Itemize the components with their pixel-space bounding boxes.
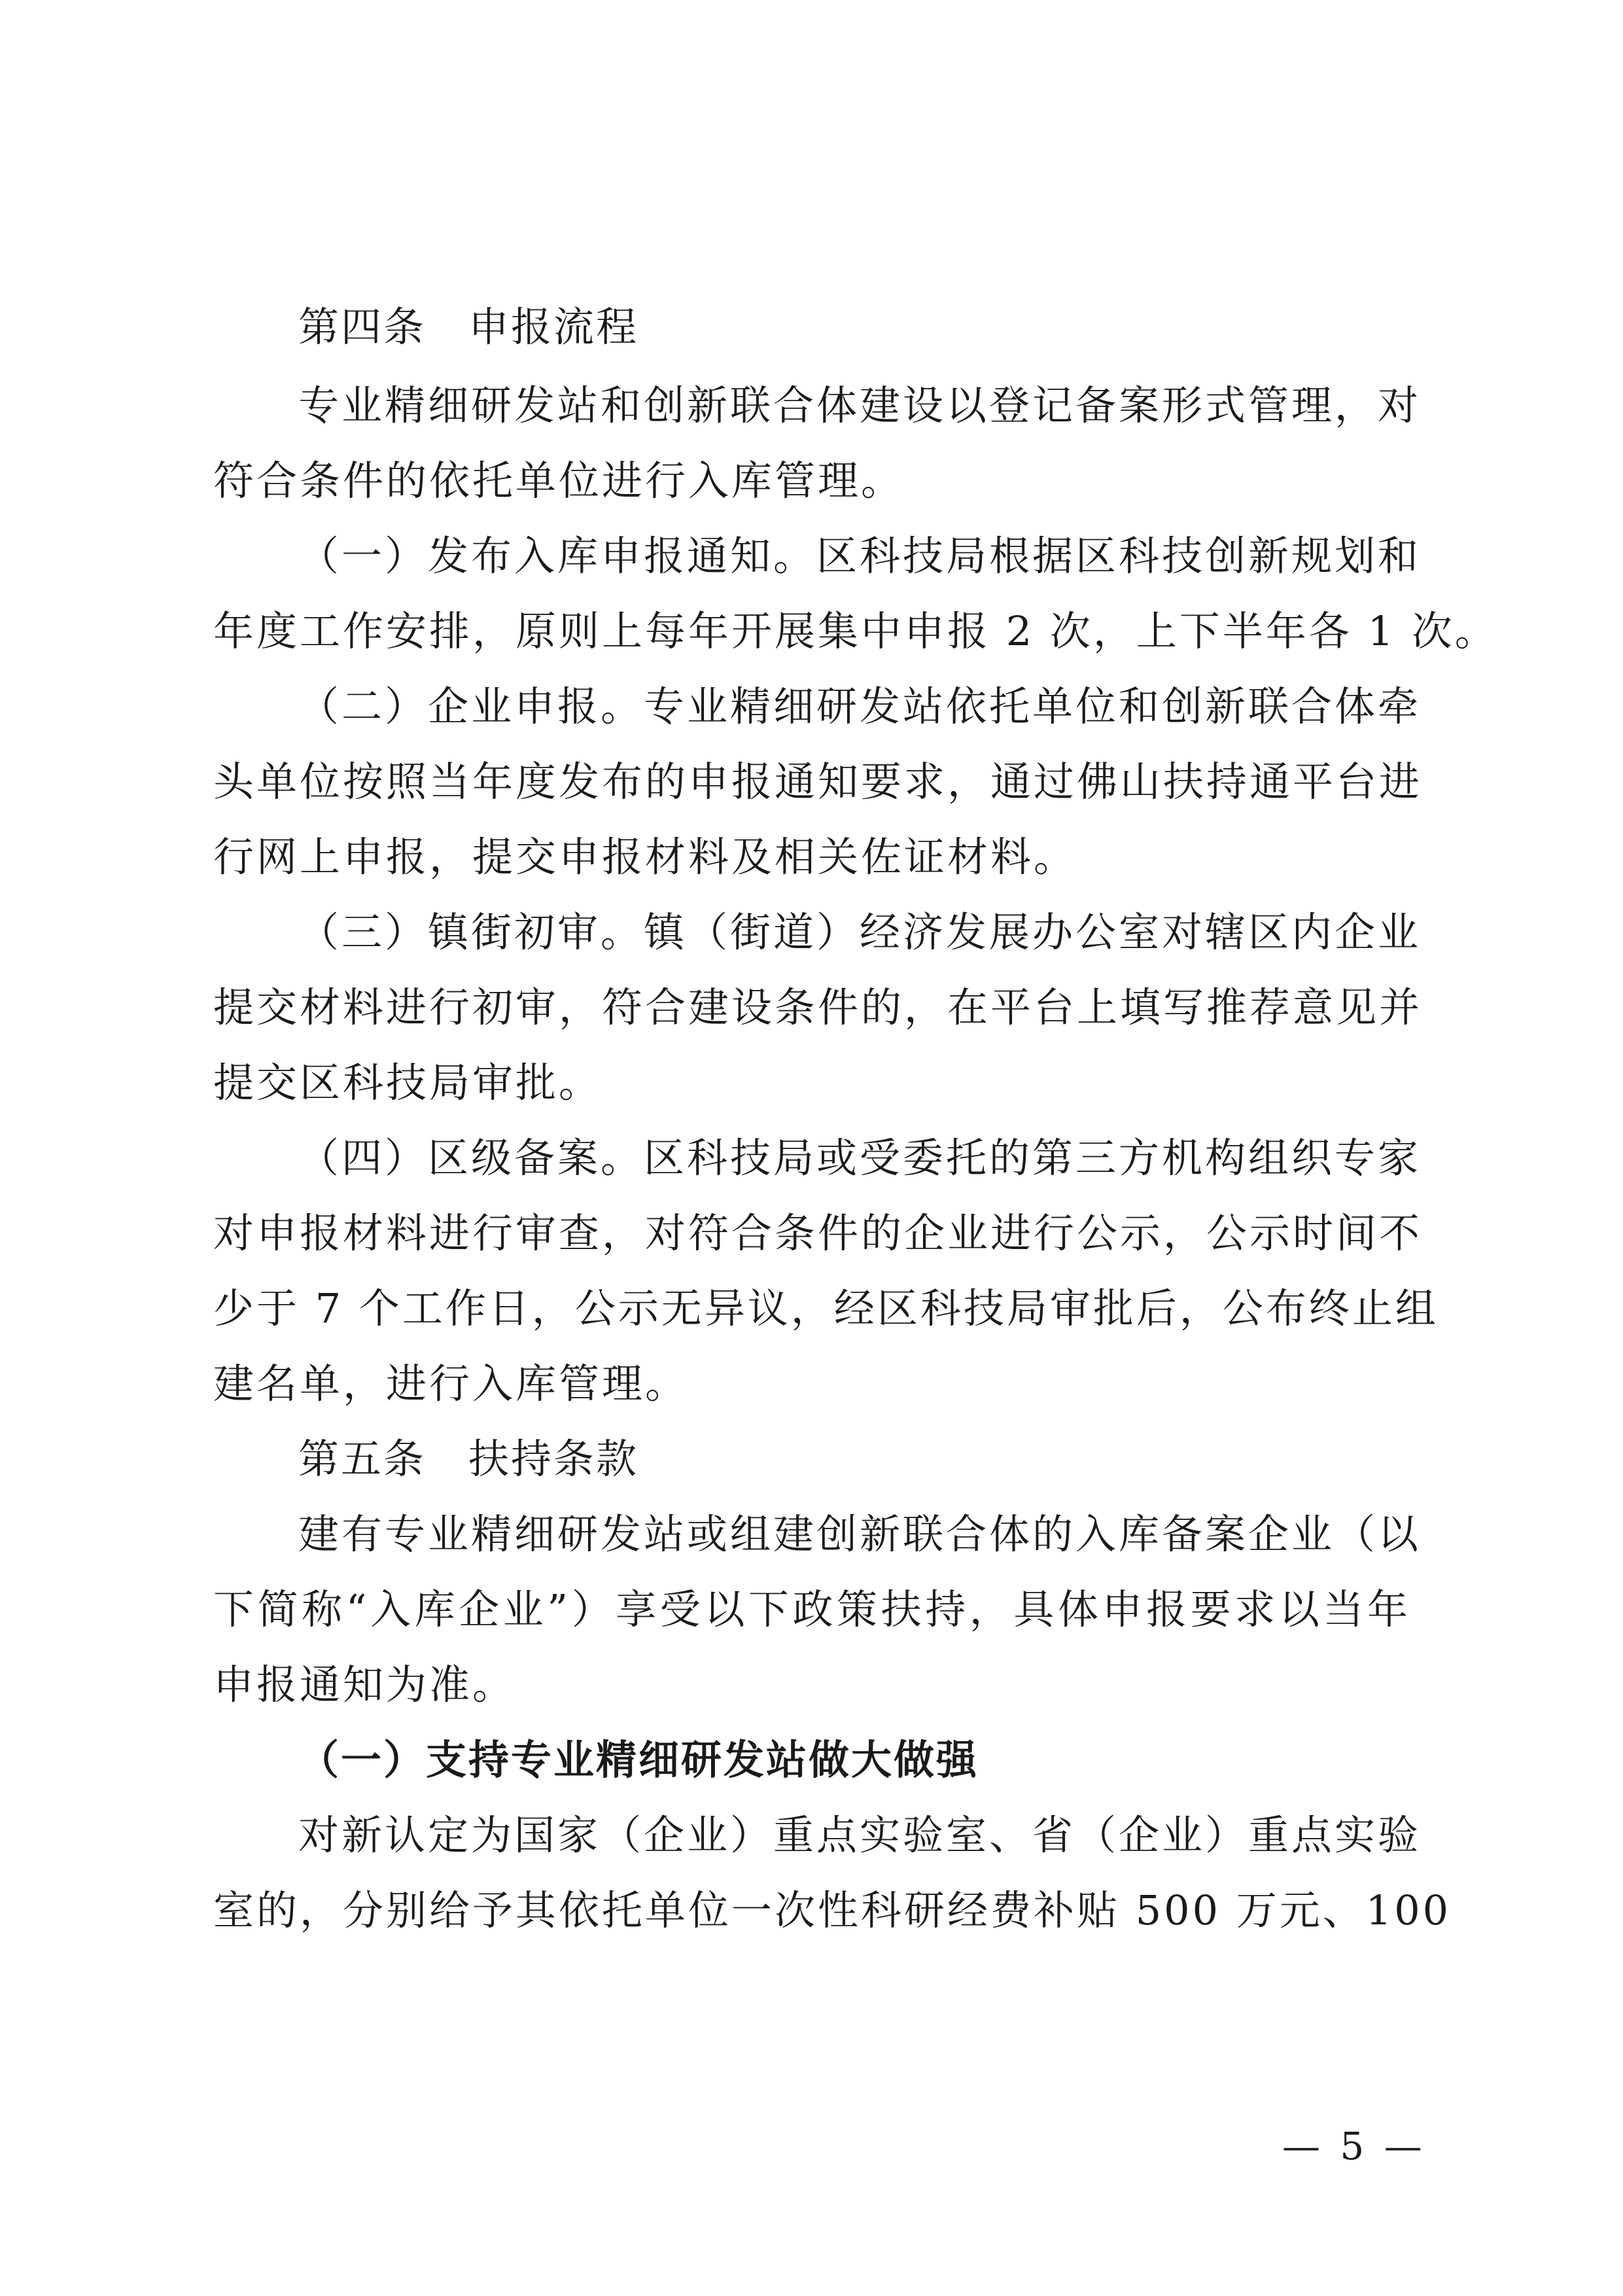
item-2-line: 头单位按照当年度发布的申报通知要求，通过佛山扶持通平台进 xyxy=(213,758,1423,805)
item-2-line: 行网上申报，提交申报材料及相关佐证材料。 xyxy=(213,833,1077,881)
article-5-heading: 第五条 扶持条款 xyxy=(298,1435,639,1483)
item-1-line: 年度工作安排，原则上每年开展集中申报 2 次，上下半年各 1 次。 xyxy=(213,607,1498,655)
sub-section-1-line: 对新认定为国家（企业）重点实验室、省（企业）重点实验 xyxy=(298,1811,1422,1859)
article-4-paragraph-line: 专业精细研发站和创新联合体建设以登记备案形式管理，对 xyxy=(298,381,1422,429)
item-4-line: （四）区级备案。区科技局或受委托的第三方机构组织专家 xyxy=(298,1134,1422,1182)
article-4-heading: 第四条 申报流程 xyxy=(298,303,639,351)
item-3-line: （三）镇街初审。镇（街道）经济发展办公室对辖区内企业 xyxy=(298,908,1422,956)
article-5-paragraph-line: 申报通知为准。 xyxy=(213,1661,516,1708)
item-4-line: 对申报材料进行审查，对符合条件的企业进行公示，公示时间不 xyxy=(213,1209,1423,1257)
item-4-line: 建名单，进行入库管理。 xyxy=(213,1360,689,1407)
article-5-paragraph-line: 建有专业精细研发站或组建创新联合体的入库备案企业（以 xyxy=(298,1510,1422,1558)
item-3-line: 提交材料进行初审，符合建设条件的，在平台上填写推荐意见并 xyxy=(213,983,1423,1031)
page-number: — 5 — xyxy=(1282,2124,1426,2168)
item-2-line: （二）企业申报。专业精细研发站依托单位和创新联合体牵 xyxy=(298,682,1422,730)
item-4-line: 少于 7 个工作日，公示无异议，经区科技局审批后，公布终止组 xyxy=(213,1284,1439,1332)
item-1-line: （一）发布入库申报通知。区科技局根据区科技创新规划和 xyxy=(298,532,1422,580)
sub-section-1-line: 室的，分别给予其依托单位一次性科研经费补贴 500 万元、100 xyxy=(213,1886,1452,1934)
article-5-paragraph-line: 下简称“入库企业”）享受以下政策扶持，具体申报要求以当年 xyxy=(213,1585,1410,1633)
item-3-line: 提交区科技局审批。 xyxy=(213,1059,602,1106)
sub-section-1-heading: （一）支持专业精细研发站做大做强 xyxy=(298,1736,979,1784)
article-4-paragraph-line: 符合条件的依托单位进行入库管理。 xyxy=(213,457,905,504)
